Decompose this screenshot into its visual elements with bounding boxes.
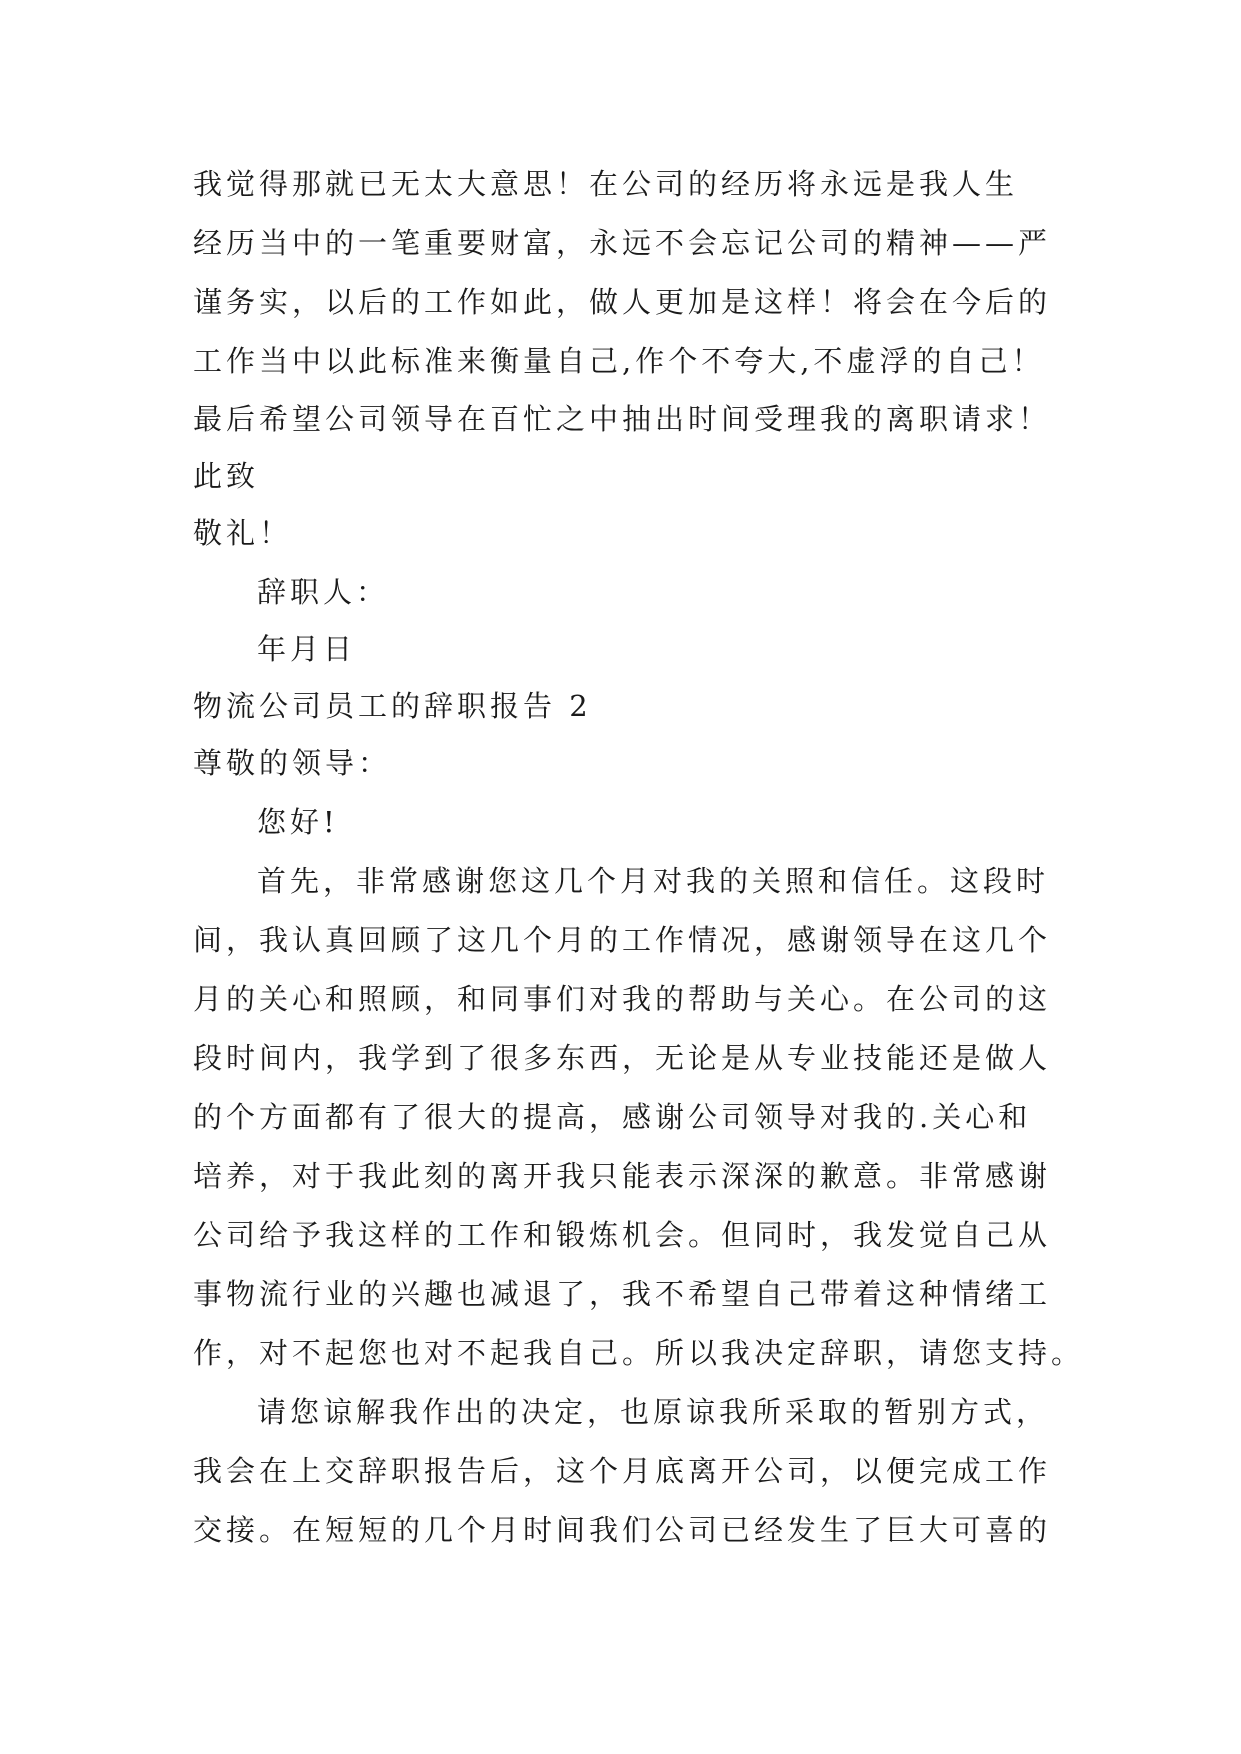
text-line: 作，对不起您也对不起我自己。所以我决定辞职，请您支持。 bbox=[193, 1336, 1085, 1370]
text-line: 事物流行业的兴趣也减退了，我不希望自己带着这种情绪工 bbox=[193, 1277, 1052, 1311]
date-label: 年月日 bbox=[257, 632, 357, 666]
text-line: 最后希望公司领导在百忙之中抽出时间受理我的离职请求！ bbox=[193, 402, 1052, 436]
text-line: 月的关心和照顾，和同事们对我的帮助与关心。在公司的这 bbox=[193, 982, 1052, 1016]
text-line: 请您谅解我作出的决定，也原谅我所采取的暂别方式， bbox=[257, 1395, 1050, 1429]
signature-label: 辞职人： bbox=[257, 575, 390, 609]
text-line: 的个方面都有了很大的提高，感谢公司领导对我的.关心和 bbox=[193, 1100, 1032, 1134]
text-line: 交接。在短短的几个月时间我们公司已经发生了巨大可喜的 bbox=[193, 1513, 1052, 1547]
text-line: 谨务实，以后的工作如此，做人更加是这样！将会在今后的 bbox=[193, 285, 1052, 319]
text-line: 间，我认真回顾了这几个月的工作情况，感谢领导在这几个 bbox=[193, 923, 1052, 957]
text-line: 培养，对于我此刻的离开我只能表示深深的歉意。非常感谢 bbox=[193, 1159, 1052, 1193]
text-line: 我觉得那就已无太大意思！在公司的经历将永远是我人生 bbox=[193, 167, 1019, 201]
text-line: 公司给予我这样的工作和锻炼机会。但同时，我发觉自己从 bbox=[193, 1218, 1052, 1252]
text-line: 经历当中的一笔重要财富，永远不会忘记公司的精神——严 bbox=[193, 226, 1052, 260]
closing-salutation: 此致 bbox=[193, 459, 260, 493]
text-line: 首先，非常感谢您这几个月对我的关照和信任。这段时 bbox=[257, 864, 1050, 898]
text-line: 我会在上交辞职报告后，这个月底离开公司，以便完成工作 bbox=[193, 1454, 1052, 1488]
greeting-recipient: 尊敬的领导： bbox=[193, 746, 392, 780]
text-line: 工作当中以此标准来衡量自己,作个不夸大,不虚浮的自己！ bbox=[193, 344, 1045, 378]
text-line: 段时间内，我学到了很多东西，无论是从专业技能还是做人 bbox=[193, 1041, 1052, 1075]
greeting: 您好! bbox=[257, 805, 339, 839]
closing-regards: 敬礼！ bbox=[193, 516, 293, 550]
section-title: 物流公司员工的辞职报告 2 bbox=[193, 689, 592, 723]
